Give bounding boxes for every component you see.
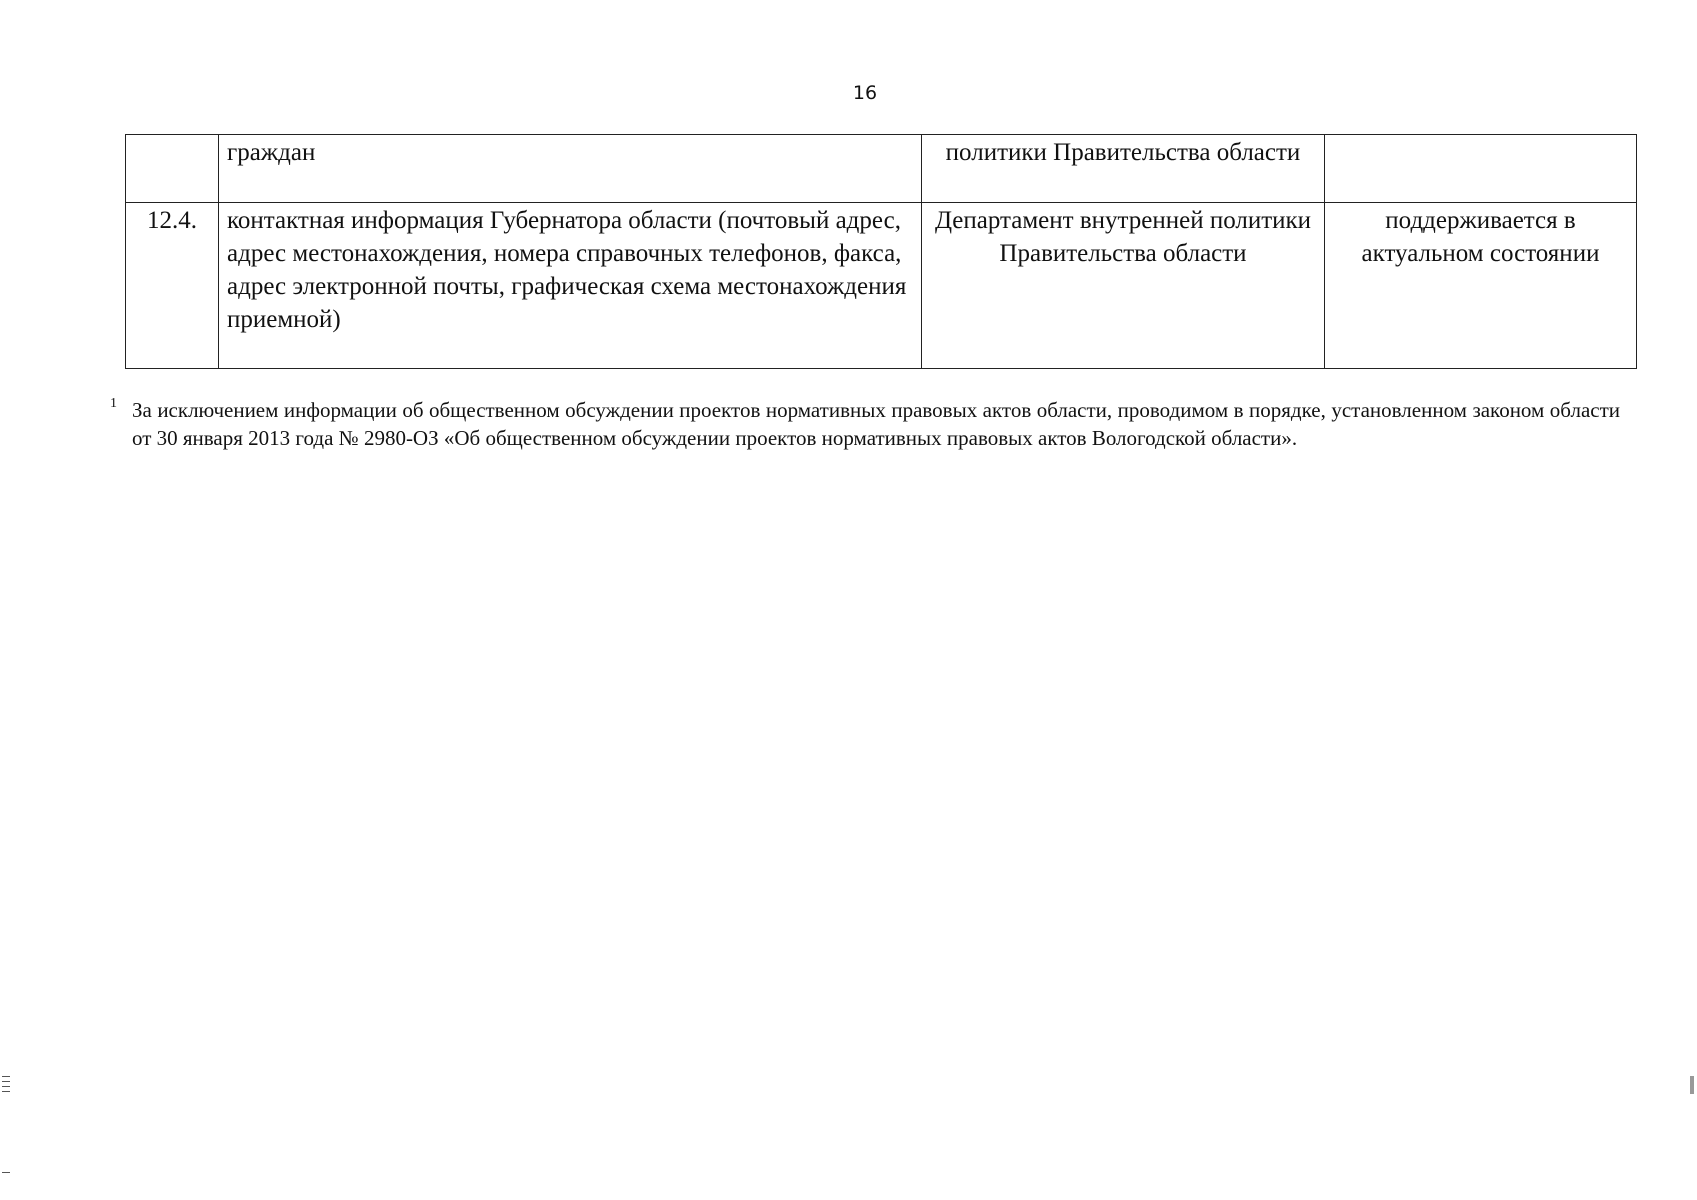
scan-artifact-right [1690, 1076, 1694, 1094]
table-row [126, 203, 1637, 369]
responsible-cell [922, 203, 1325, 369]
page-number: 16 [852, 82, 878, 104]
scan-artifact-left [2, 1081, 10, 1082]
footnote-mark: 1 [110, 396, 117, 411]
footnote-text: За исключением информации об общественном обсуждении проектов нормативных правовых актов области, проводимом в порядке, установленном законом области от 30 января 2013 года № 2980-ОЗ «Об общественном обсуждении проектов нормативных правовых актов Вологодской области». [132, 398, 1620, 450]
responsible-text: Департамент внутренней политики Правительства области [934, 207, 1312, 267]
status-cell [1325, 203, 1637, 369]
scan-artifact-left [2, 1091, 10, 1092]
responsible-cell [922, 135, 1325, 203]
scan-artifact-left [2, 1076, 10, 1077]
scan-artifact-left [2, 1086, 10, 1087]
table-row [126, 135, 1637, 203]
document-table [125, 134, 1637, 369]
status-cell [1325, 135, 1637, 203]
description-cell: граждан [219, 135, 922, 203]
responsible-text: политики Правительства области [945, 139, 1301, 166]
row-number-cell [126, 135, 219, 203]
row-number-cell: 12.4. [126, 203, 219, 369]
description-cell: контактная информация Губернатора области (почтовый адрес, адрес местонахождения, номера справочных телефонов, факса, адрес электронной почты, графическая схема местонахождения приемной) [219, 203, 922, 369]
footnote [110, 396, 1620, 452]
scan-artifact-left [2, 1172, 10, 1173]
status-text: поддерживается в актуальном состоянии [1361, 207, 1600, 267]
